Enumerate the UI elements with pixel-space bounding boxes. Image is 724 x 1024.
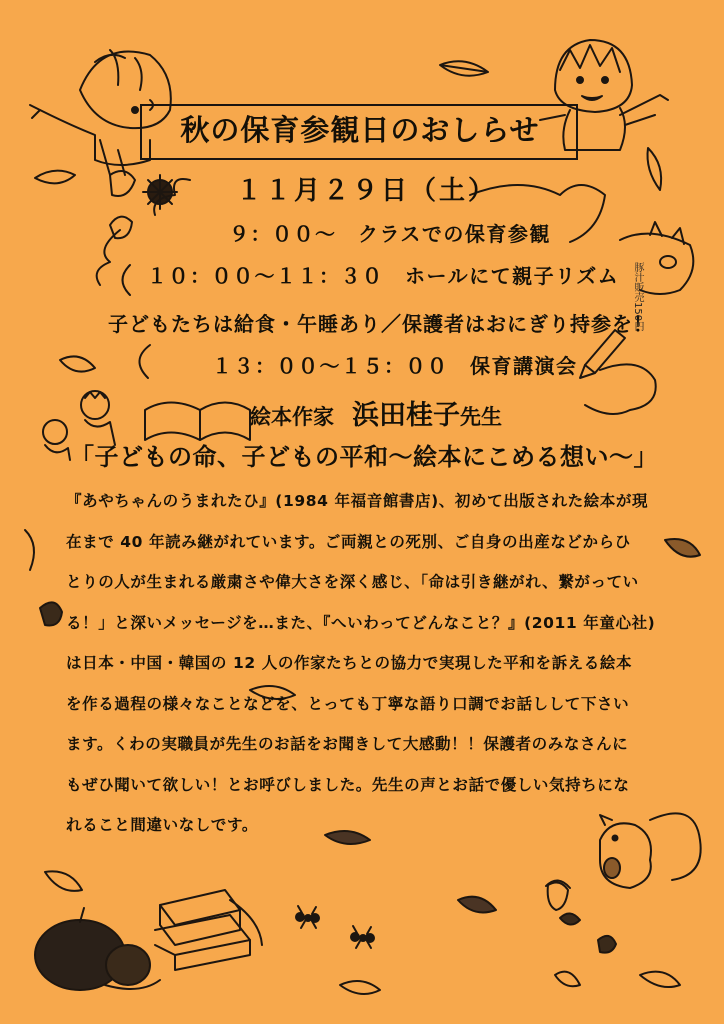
ant-illustrations — [296, 906, 374, 948]
event-date: １１月２９日（土） — [236, 176, 498, 206]
pork-soup-note: 豚汁販売150円 — [632, 262, 643, 332]
speaker-honorific: 先生 — [460, 405, 502, 429]
body-line: 在まで 40 年読み継がれています。ご両親との死別、ご自身の出産などからひ — [66, 532, 631, 551]
pencil-illustration — [580, 330, 625, 378]
open-book-illustration — [145, 403, 250, 441]
body-line: れること間違いなしです。 — [66, 816, 258, 834]
lecture-title: 「子どもの命、子どもの平和～絵本にこめる想い～」 — [70, 443, 658, 471]
description-paragraph — [66, 481, 686, 846]
chestnut-burr-icon — [143, 175, 177, 209]
body-line: を作る過程の様々なことなどを、とっても丁寧な語り口調でお話しして下さい — [66, 694, 630, 713]
body-line: 『あやちゃんのうまれたひ』(1984 年福音館書店)、初めて出版された絵本が現 — [66, 492, 649, 510]
pumpkin-illustration — [35, 908, 160, 990]
body-line: る！」と深いメッセージを…また、『へいわってどんなこと？』(2011 年童心社) — [66, 613, 656, 632]
lunch-note: 子どもたちは給食・午睡あり／保護者はおにぎり持参を！ — [108, 312, 654, 336]
book-stack-illustration — [155, 890, 262, 970]
speaker-line — [250, 393, 502, 432]
page-title: 秋の保育参観日のおしらせ — [180, 113, 540, 147]
schedule-item-lecture: １３：００～１５：００ 保育講演会 — [212, 354, 578, 378]
body-line: は日本・中国・韓国の 12 人の作家たちとの協力で実現した平和を訴える絵本 — [66, 654, 633, 672]
speaker-name: 浜田桂子 — [352, 400, 460, 431]
schedule-item-observation: ９：００～ クラスでの保育参観 — [229, 222, 551, 246]
speaker-role: 絵本作家 — [250, 405, 334, 429]
body-line: ます。くわの実職員が先生のお話をお聞きして大感動！！保護者のみなさんに — [66, 735, 629, 753]
acorn-icon — [546, 880, 570, 910]
pig-illustration — [620, 222, 693, 294]
body-line: もぜひ聞いて欲しい！とお呼びしました。先生の声とお話で優しい気持ちにな — [66, 775, 630, 794]
body-line: とりの人が生まれる厳粛さや偉大さを深く感じ、「命は引き継がれ、繋がってい — [66, 573, 639, 591]
schedule-item-rhythm: １０：００～１１：３０ ホールにて親子リズム — [147, 264, 620, 288]
